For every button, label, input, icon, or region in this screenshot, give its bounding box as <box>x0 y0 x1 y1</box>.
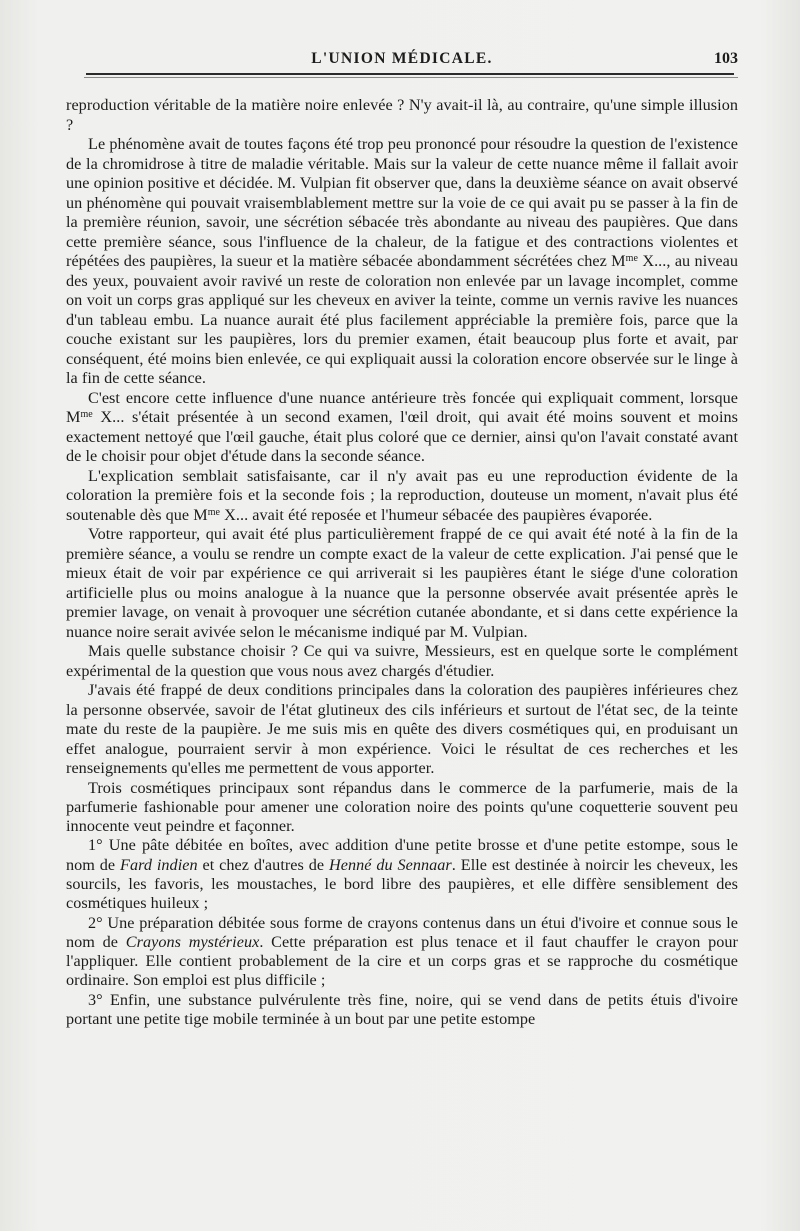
paragraph <box>66 836 738 913</box>
superscript: me <box>625 253 638 264</box>
header-rule-thin <box>84 77 738 78</box>
page-number: 103 <box>714 50 738 67</box>
paragraph <box>66 467 738 526</box>
paragraph-text: 1° Une pâte débitée en boîtes, avec addition d'une petite brosse et d'une petite estompe, sous le nom de <box>66 836 738 874</box>
paragraph-text: . Cette préparation est plus tenace et il faut chauffer le crayon pour l'appliquer. Elle contient probablement de la cire et un corps gras et se rapproche du cosmétique ordinaire. Son emploi est plus difficile ; <box>66 932 738 990</box>
italic-term: Fard indien <box>120 855 198 874</box>
superscript: me <box>80 409 93 420</box>
paragraph-text: Trois cosmétiques principaux sont répandus dans le commerce de la parfumerie, mais de la parfumerie fashionable pour amener une coloration noire des points qu'une coquetterie souvent peu innocente veut peindre et façonner. <box>66 778 738 836</box>
paragraph <box>66 914 738 991</box>
paragraph-text: J'avais été frappé de deux conditions principales dans la coloration des paupières inférieures chez la personne observée, savoir de l'état glutineux des cils inférieurs et surtout de l'état sec, de la teinte mate du reste de la paupière. Je me suis mis en quête des divers cosmétiques qui, en produisant un effet analogue, pourraient servir à mon expérience. Voici le résultat de ces recherches et les renseignements qu'elles me permettent de vous apporter. <box>66 681 738 777</box>
running-title: L'UNION MÉDICALE. <box>311 50 493 67</box>
italic-term: Crayons mystérieux <box>125 932 260 951</box>
paragraph-text: Mais quelle substance choisir ? Ce qui va suivre, Messieurs, est en quelque sorte le complément expérimental de la question que vous nous avez chargés d'étudier. <box>66 642 738 680</box>
paragraph-text: X... s'était présentée à un second examen, l'œil droit, qui avait été moins souvent et moins exactement nettoyé que l'œil gauche, était plus coloré que ce dernier, ainsi qu'on l'avait constaté avant de le choisir pour objet d'étude dans la seconde séance. <box>66 408 738 465</box>
paragraph-text: et chez d'autres de <box>197 855 329 874</box>
paragraph-text: Le phénomène avait de toutes façons été trop peu prononcé pour résoudre la question de l'existence de la chromidrose à titre de maladie véritable. Mais sur la valeur de cette nuance même il fallait avoir une opinion positive et décidée. M. Vulpian fit observer que, dans la deuxième séance on avait observé un phénomène qui pouvait vraisemblablement mettre sur la voie de ce qui avait pu se passer à la fin de la première réunion, savoir, une sécrétion sébacée très abondante au niveau des paupières. Que dans cette première séance, sous l'influence de la chaleur, de la fatigue et des contractions violentes et répétées des paupières, la sueur et la matière sébacée abondamment sécrétées chez M <box>66 135 738 270</box>
header-rule <box>86 73 734 75</box>
paragraph-text: X... avait été reposée et l'humeur sébacée des paupières évaporée. <box>220 505 653 524</box>
paragraph-text: reproduction véritable de la matière noire enlevée ? N'y avait-il là, au contraire, qu'une simple illusion ? <box>66 96 738 134</box>
paragraph <box>66 96 738 135</box>
paragraph-text: X..., au niveau des yeux, pouvaient avoir ravivé un reste de coloration non enlevée par un lavage incomplet, comme on voit un corps gras appliqué sur les cheveux en aviver la teinte, comme un vernis ravive les nuances d'un tableau embu. La nuance aurait été plus facilement appréciable la première fois, parce que la couche existant sur les paupières, lors du premier examen, était beaucoup plus forte et avait, par conséquent, été moins bien enlevée, ce qui expliquait aussi la coloration encore observée sur le linge à la fin de cette séance. <box>66 252 738 387</box>
paragraph <box>66 642 738 681</box>
paragraph-text: Votre rapporteur, qui avait été plus particulièrement frappé de ce qui avait été noté à la fin de la première séance, a voulu se rendre un compte exact de la valeur de cette explication. J'ai pensé que le mieux était de voir par expérience ce qui arriverait si les paupières étant le siége d'une coloration artificielle plus ou moins analogue à la nuance que la personne observée avait présentée après le premier lavage, on venait à provoquer une sécrétion cutanée abondante, et si dans cette expérience la nuance noire serait avivée selon le mécanisme indiqué par M. Vulpian. <box>66 525 738 641</box>
paragraph-text: 2° Une préparation débitée sous forme de crayons contenus dans un étui d'ivoire et connue sous le nom de <box>66 913 738 951</box>
paragraph <box>66 525 738 642</box>
paragraph-text: . Elle est destinée à noircir les cheveux, les sourcils, les favoris, les moustaches, le bord libre des paupières, et elle diffère sensiblement des cosmétiques huileux ; <box>66 855 738 913</box>
paragraph-text: 3° Enfin, une substance pulvérulente très fine, noire, qui se vend dans de petits étuis d'ivoire portant une petite tige mobile terminée à un bout par une petite estompe <box>66 990 738 1029</box>
paragraph <box>66 779 738 837</box>
paragraph-text: L'explication semblait satisfaisante, car il n'y avait pas eu une reproduction évidente de la coloration la première fois et la seconde fois ; la reproduction, douteuse un moment, n'avait plus été soutenable dès que M <box>66 466 738 524</box>
italic-term: Henné du Sennaar <box>328 855 452 874</box>
paragraph <box>66 991 738 1030</box>
running-header <box>66 0 738 78</box>
paragraph <box>66 681 738 779</box>
paragraph <box>66 389 738 467</box>
paragraph <box>66 135 738 389</box>
superscript: me <box>207 506 221 518</box>
paragraph-text: C'est encore cette influence d'une nuance antérieure très foncée qui expliquait comment, lorsque M <box>66 388 738 426</box>
body-text <box>66 96 738 1029</box>
